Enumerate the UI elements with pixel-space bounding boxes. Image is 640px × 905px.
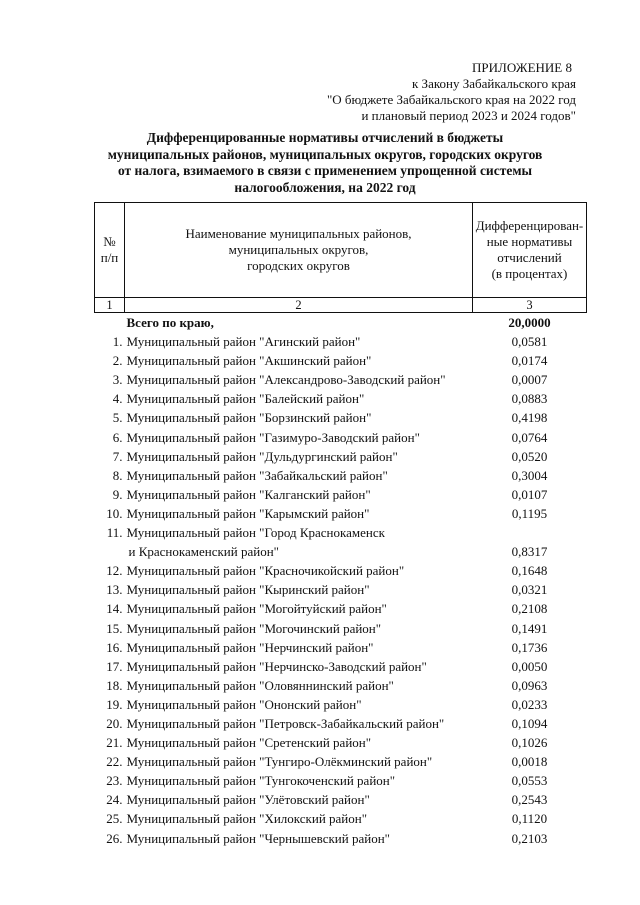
row-number: 16. <box>106 639 123 655</box>
row-value: 0,1736 <box>511 639 548 655</box>
row-value: 0,0764 <box>511 429 548 445</box>
appendix-line-1: к Закону Забайкальского края <box>411 76 576 91</box>
row-name-text: Муниципальный район "Балейский район" <box>126 391 365 407</box>
row-name-text: Муниципальный район "Красночикойский район" <box>126 563 405 579</box>
row-name-text: Муниципальный район "Карымский район" <box>126 505 370 521</box>
appendix-title: ПРИЛОЖЕНИЕ 8 <box>472 60 572 75</box>
row-value: 0,1491 <box>511 620 548 636</box>
row-number: 25. <box>106 811 123 827</box>
row-name <box>125 466 473 485</box>
row-number: 2. <box>112 353 123 369</box>
row-name-text: Муниципальный район "Оловяннинский район" <box>126 677 394 693</box>
row-value: 0,0233 <box>511 696 548 712</box>
row-name <box>125 580 473 599</box>
row-name-text: Муниципальный район "Чернышевский район" <box>126 830 390 846</box>
row-number: 8. <box>112 467 123 483</box>
title-line-2: муниципальных районов, муниципальных округов, городских округов <box>107 146 543 162</box>
table-row <box>95 370 587 389</box>
row-number: 18. <box>106 677 123 693</box>
row-name <box>125 599 473 618</box>
row-number: 4. <box>112 391 123 407</box>
row-value: 0,1120 <box>511 811 548 827</box>
table-row <box>95 561 587 580</box>
row-name <box>125 829 473 848</box>
row-value: 0,0553 <box>511 773 548 789</box>
row-value: 0,4198 <box>511 410 548 426</box>
title-line-4: налогообложения, на 2022 год <box>234 179 416 195</box>
header-num: № п/п <box>95 203 125 298</box>
row-value: 0,0174 <box>511 353 548 369</box>
table-row <box>95 332 587 351</box>
row-name-text: Муниципальный район "Нерчинский район" <box>126 639 374 655</box>
total-label: Всего по краю, <box>126 315 214 330</box>
table-row <box>95 523 587 561</box>
row-value: 0,0963 <box>511 677 548 693</box>
row-name <box>125 771 473 790</box>
column-number-row <box>95 298 587 313</box>
row-value: 0,2103 <box>511 830 548 846</box>
row-name-text: Муниципальный район "Нерчинско-Заводский район" <box>126 658 427 674</box>
total-value: 20,0000 <box>508 315 551 330</box>
column-number-3: 3 <box>473 298 587 313</box>
row-name <box>125 408 473 427</box>
row-value: 0,0581 <box>511 334 548 350</box>
row-value: 0,0107 <box>511 486 548 502</box>
table-row <box>95 428 587 447</box>
table-row <box>95 809 587 828</box>
row-name-text: Муниципальный район "Могочинский район" <box>126 620 382 636</box>
table-row <box>95 638 587 657</box>
row-name-text: Муниципальный район "Кыринский район" <box>126 582 370 598</box>
row-name <box>125 485 473 504</box>
table-row <box>95 790 587 809</box>
row-name-text: Муниципальный район "Акшинский район" <box>126 353 372 369</box>
row-number: 5. <box>112 410 123 426</box>
table-row <box>95 752 587 771</box>
row-name-text: Муниципальный район "Агинский район" <box>126 334 361 350</box>
row-number: 11. <box>106 525 123 541</box>
row-value: 0,8317 <box>511 544 548 560</box>
row-name <box>125 332 473 351</box>
row-value: 0,0050 <box>511 658 548 674</box>
table-row <box>95 695 587 714</box>
row-name <box>125 638 473 657</box>
row-name <box>125 695 473 714</box>
column-number-2: 2 <box>125 298 473 313</box>
table-row <box>95 676 587 695</box>
table-row <box>95 447 587 466</box>
table-body <box>95 313 587 848</box>
row-name-text: Муниципальный район "Тунгокоченский район" <box>126 773 396 789</box>
table-row <box>95 485 587 504</box>
row-value: 0,0018 <box>511 754 548 770</box>
row-number: 22. <box>106 754 123 770</box>
row-number: 17. <box>106 658 123 674</box>
row-value: 0,2108 <box>511 601 548 617</box>
row-name <box>125 561 473 580</box>
row-name <box>125 714 473 733</box>
row-name-text: Муниципальный район "Ононский район" <box>126 696 362 712</box>
column-number-1: 1 <box>95 298 125 313</box>
table-row <box>95 466 587 485</box>
table-row <box>95 714 587 733</box>
header-name: Наименование муниципальных районов, муниципальных округов, городских округов <box>125 203 473 298</box>
total-row <box>95 313 587 333</box>
row-name <box>125 657 473 676</box>
row-name <box>125 676 473 695</box>
table-row <box>95 408 587 427</box>
row-name-text: Муниципальный район "Тунгиро-Олёкминский район" <box>126 754 433 770</box>
title-line-1: Дифференцированные нормативы отчислений в бюджеты <box>146 130 504 145</box>
row-number: 24. <box>106 792 123 808</box>
row-name <box>125 504 473 523</box>
table-row <box>95 599 587 618</box>
table-row <box>95 389 587 408</box>
row-number: 13. <box>106 582 123 598</box>
row-name <box>125 447 473 466</box>
row-name-text: Муниципальный район "Борзинский район" <box>126 410 372 426</box>
header-value: Дифференцирован- ные нормативы отчислений (в процентах) <box>473 203 587 298</box>
row-name-text: Муниципальный район "Забайкальский район" <box>126 467 388 483</box>
row-name-text: Муниципальный район "Петровск-Забайкальский район" <box>126 715 445 731</box>
row-name-text: Муниципальный район "Калганский район" <box>126 486 371 502</box>
row-number: 10. <box>106 505 123 521</box>
row-name <box>125 428 473 447</box>
norms-table <box>94 202 587 848</box>
row-number: 20. <box>106 715 123 731</box>
table-header-row <box>95 203 587 298</box>
row-number: 9. <box>112 486 123 502</box>
table-row <box>95 657 587 676</box>
row-number: 1. <box>112 334 123 350</box>
table-row <box>95 580 587 599</box>
table-row <box>95 351 587 370</box>
title-line-3: от налога, взимаемого в связи с применением упрощенной системы <box>117 163 533 178</box>
row-number: 21. <box>106 735 123 751</box>
row-name-text: Муниципальный район "Александрово-Заводский район" <box>126 372 446 388</box>
row-name-text: Муниципальный район "Дульдургинский район" <box>126 448 398 464</box>
row-name <box>125 809 473 828</box>
row-name-text: Муниципальный район "Улётовский район" <box>126 792 370 808</box>
row-number: 6. <box>112 429 123 445</box>
row-name <box>125 752 473 771</box>
row-name-text: Муниципальный район "Хилокский район" <box>126 811 368 827</box>
row-number: 7. <box>112 448 123 464</box>
row-value: 0,0883 <box>511 391 548 407</box>
appendix-block <box>327 60 576 124</box>
row-name <box>125 370 473 389</box>
row-value: 0,1195 <box>511 505 548 521</box>
row-name-text: Муниципальный район "Сретенский район" <box>126 735 372 751</box>
appendix-line-3: и плановый период 2023 и 2024 годов" <box>361 108 576 123</box>
row-name-text: Муниципальный район "Могойтуйский район" <box>126 601 387 617</box>
row-number: 15. <box>106 620 123 636</box>
row-name-text: Муниципальный район "Город Краснокаменск <box>126 525 385 541</box>
row-name-text: Муниципальный район "Газимуро-Заводский район" <box>126 429 420 445</box>
row-number: 14. <box>106 601 123 617</box>
table-row <box>95 829 587 848</box>
row-number: 26. <box>106 830 123 846</box>
row-value: 0,1026 <box>511 735 548 751</box>
row-number: 19. <box>106 696 123 712</box>
row-name <box>125 389 473 408</box>
row-value: 0,2543 <box>511 792 548 808</box>
row-number: 12. <box>106 563 123 579</box>
row-name <box>125 523 473 561</box>
row-value: 0,0007 <box>511 372 548 388</box>
row-name <box>125 790 473 809</box>
table-row <box>95 619 587 638</box>
table-row <box>95 504 587 523</box>
row-value: 0,3004 <box>511 467 548 483</box>
document-title <box>90 130 560 196</box>
table-row <box>95 771 587 790</box>
row-name <box>125 619 473 638</box>
row-number: 3. <box>112 372 123 388</box>
appendix-line-2: "О бюджете Забайкальского края на 2022 год <box>326 92 576 107</box>
row-value: 0,1648 <box>511 563 548 579</box>
row-value: 0,0321 <box>511 582 548 598</box>
row-value: 0,1094 <box>511 715 548 731</box>
row-name <box>125 733 473 752</box>
row-name <box>125 351 473 370</box>
row-name-continuation: и Краснокаменский район" <box>128 544 279 560</box>
row-value: 0,0520 <box>511 448 548 464</box>
row-number: 23. <box>106 773 123 789</box>
table-row <box>95 733 587 752</box>
